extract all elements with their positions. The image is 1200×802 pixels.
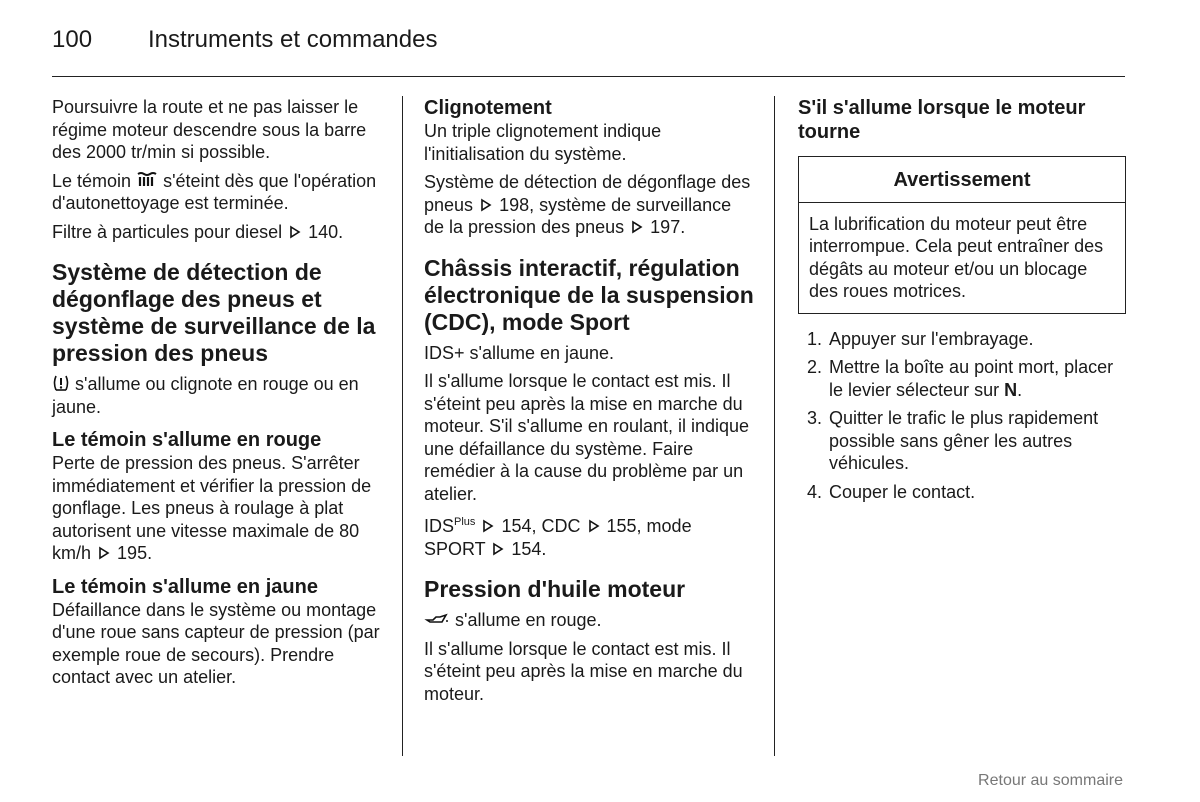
text: Le témoin bbox=[52, 170, 132, 191]
page-reference-arrow-icon[interactable] bbox=[289, 225, 301, 239]
page-reference[interactable]: 197. bbox=[650, 217, 686, 237]
back-to-contents-link[interactable]: Retour au sommaire bbox=[978, 772, 1123, 789]
step-number: 1. bbox=[807, 328, 823, 349]
paragraph: IDS+ s'allume en jaune. bbox=[424, 342, 615, 363]
step-number: 2. bbox=[807, 357, 823, 377]
column-right bbox=[774, 96, 1125, 756]
page-reference[interactable]: 198, système de surveillance de la pression des pneus bbox=[424, 194, 732, 237]
paragraph bbox=[424, 171, 756, 239]
page-header bbox=[52, 24, 1125, 77]
paragraph: Poursuivre la route et ne pas laisser le régime moteur descendre sous la barre des 2000 tr/min si possible. bbox=[52, 97, 367, 162]
steps-list bbox=[798, 328, 1125, 504]
paragraph: Un triple clignotement indique l'initialisation du système. bbox=[424, 121, 662, 164]
column-left bbox=[52, 96, 382, 695]
paragraph: Il s'allume lorsque le contact est mis. Il s'éteint peu après la mise en marche du moteur. S'il s'allume en roulant, il indique une défaillance du système. Faire remédier à la cause du problème par un atelier. bbox=[424, 371, 750, 504]
page-reference-arrow-icon[interactable] bbox=[588, 519, 600, 533]
subsection-heading: S'il s'allume lorsque le moteur tourne bbox=[798, 97, 1086, 143]
warning-box bbox=[798, 156, 1126, 314]
oil-can-icon bbox=[424, 612, 450, 628]
warning-title: Avertissement bbox=[799, 157, 1125, 203]
page-reference[interactable]: 154, CDC bbox=[501, 516, 581, 536]
paragraph bbox=[424, 609, 756, 632]
page-reference-arrow-icon[interactable] bbox=[492, 542, 504, 556]
text: s'allume ou clignote en rouge ou en jaune. bbox=[52, 374, 359, 417]
text: Système de détection de dégonflage des pneus bbox=[424, 172, 751, 215]
list-item bbox=[798, 328, 1125, 351]
paragraph bbox=[424, 511, 756, 560]
page-number: 100 bbox=[52, 26, 93, 53]
page-reference[interactable]: 155, mode SPORT bbox=[424, 516, 692, 559]
paragraph bbox=[52, 452, 382, 565]
step-text: . bbox=[1017, 379, 1023, 400]
section-heading: Système de détection de dégonflage des pneus et système de surveillance de la pression des pneus bbox=[52, 259, 376, 366]
page-reference-arrow-icon[interactable] bbox=[480, 198, 492, 212]
glow-plug-icon bbox=[136, 171, 158, 189]
subsection-heading: Le témoin s'allume en rouge bbox=[52, 429, 322, 451]
step-text: Mettre la boîte au point mort, placer le levier sélecteur sur bbox=[829, 357, 1114, 400]
page-reference-arrow-icon[interactable] bbox=[482, 519, 494, 533]
step-text: Couper le contact. bbox=[829, 481, 976, 502]
step-number: 3. bbox=[807, 408, 823, 428]
page-title: Instruments et commandes bbox=[148, 26, 438, 53]
paragraph bbox=[52, 221, 382, 244]
text: IDS bbox=[424, 516, 455, 536]
text: s'éteint dès que l'opération d'autonettoyage est terminée. bbox=[52, 170, 377, 213]
text: s'allume en rouge. bbox=[455, 610, 602, 630]
section-heading: Châssis interactif, régulation électronique de la suspension (CDC), mode Sport bbox=[424, 254, 754, 335]
text: Filtre à particules pour diesel bbox=[52, 221, 283, 242]
warning-body: La lubrification du moteur peut être interrompue. Cela peut entraîner des dégâts au moteur et/ou un blocage des roues motrices. bbox=[809, 213, 1104, 301]
list-item bbox=[798, 356, 1125, 401]
subsection-heading: Le témoin s'allume en jaune bbox=[52, 575, 318, 598]
gear-position: N bbox=[1004, 379, 1018, 400]
superscript: Plus bbox=[454, 516, 476, 528]
page-reference[interactable]: 140. bbox=[308, 221, 344, 242]
paragraph bbox=[52, 373, 382, 418]
step-text: Appuyer sur l'embrayage. bbox=[829, 328, 1034, 349]
page-reference[interactable]: 154. bbox=[511, 538, 547, 559]
paragraph bbox=[52, 170, 382, 215]
tire-pressure-icon bbox=[52, 374, 70, 392]
step-text: Quitter le trafic le plus rapidement possible sans gêner les autres véhicules. bbox=[829, 408, 1099, 473]
step-number: 4. bbox=[807, 481, 823, 502]
subsection-heading: Clignotement bbox=[424, 97, 552, 119]
column-middle bbox=[402, 96, 756, 756]
section-heading: Pression d'huile moteur bbox=[424, 576, 686, 602]
page-reference-arrow-icon[interactable] bbox=[98, 546, 110, 560]
text: Perte de pression des pneus. S'arrêter immédiatement et vérifier la pression de gonflage. Les pneus à roulage à plat autorisent une vitesse maximale de 80 km/h bbox=[52, 453, 372, 563]
page-reference-arrow-icon[interactable] bbox=[631, 220, 643, 234]
paragraph: Défaillance dans le système ou montage d'une roue sans capteur de pression (par exemple roue de secours). Prendre contact avec un atelier. bbox=[52, 599, 380, 687]
paragraph: Il s'allume lorsque le contact est mis. Il s'éteint peu après la mise en marche du moteur. bbox=[424, 638, 743, 704]
list-item bbox=[798, 481, 1125, 504]
list-item bbox=[798, 407, 1125, 475]
page-reference[interactable]: 195. bbox=[117, 543, 153, 563]
